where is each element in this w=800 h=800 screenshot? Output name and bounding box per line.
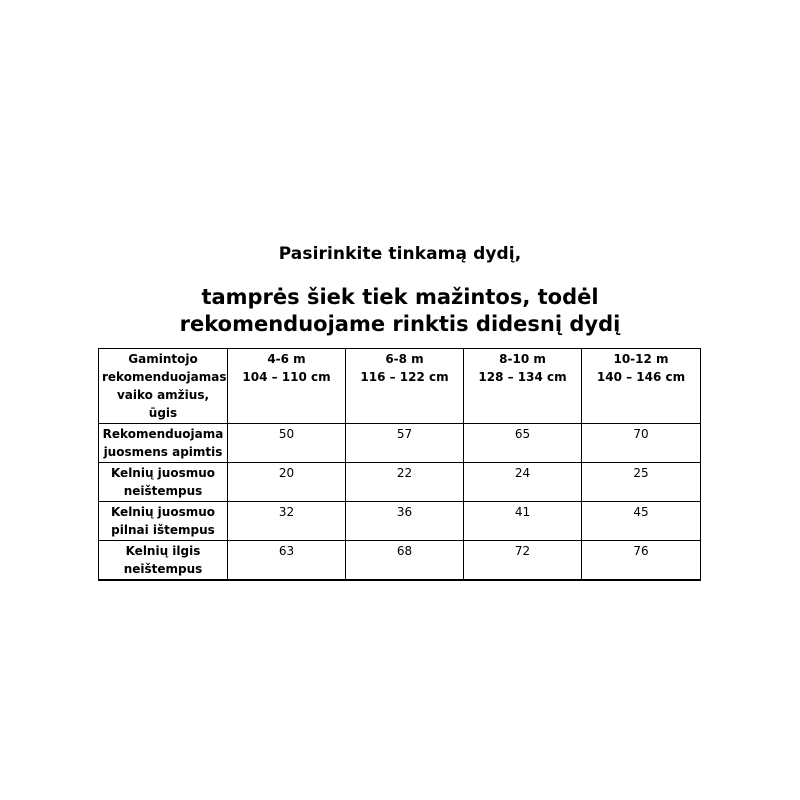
- table-header-row: [99, 349, 701, 424]
- column-height: 128 – 134 cm: [478, 370, 567, 384]
- row-label-line: juosmens apimtis: [103, 445, 223, 459]
- table-cell: 76: [582, 541, 701, 581]
- column-age: 10-12 m: [613, 352, 669, 366]
- row-label: [99, 463, 228, 502]
- table-cell: 65: [464, 424, 582, 463]
- column-header-10-12: [582, 349, 701, 424]
- table-row: [99, 502, 701, 541]
- corner-header-line: vaiko amžius, ūgis: [116, 388, 210, 420]
- headline-line-1: tamprės šiek tiek mažintos, todėl: [201, 285, 599, 309]
- table-cell: 36: [346, 502, 464, 541]
- row-label-line: Kelnių juosmuo: [110, 505, 216, 519]
- table-cell: 20: [228, 463, 346, 502]
- row-label-line: pilnai ištempus: [111, 523, 215, 537]
- column-header-8-10: [464, 349, 582, 424]
- row-label-line: Kelnių juosmuo: [110, 466, 216, 480]
- size-headline: [0, 284, 800, 338]
- size-chart-table: [98, 348, 701, 581]
- table-cell: 25: [582, 463, 701, 502]
- row-label: [99, 541, 228, 581]
- row-label-line: neištempus: [123, 484, 203, 498]
- table-row: [99, 541, 701, 581]
- table-cell: 50: [228, 424, 346, 463]
- column-height: 104 – 110 cm: [242, 370, 331, 384]
- row-label-line: neištempus: [123, 562, 203, 576]
- table-cell: 57: [346, 424, 464, 463]
- corner-header-line: Gamintojo: [128, 352, 198, 366]
- column-header-4-6: [228, 349, 346, 424]
- column-age: 8-10 m: [499, 352, 546, 366]
- row-label: [99, 502, 228, 541]
- corner-header-cell: [99, 349, 228, 424]
- table-cell: 72: [464, 541, 582, 581]
- table-cell: 70: [582, 424, 701, 463]
- corner-header-line: rekomenduojamas: [102, 370, 227, 384]
- table-cell: 24: [464, 463, 582, 502]
- table-cell: 68: [346, 541, 464, 581]
- table-cell: 63: [228, 541, 346, 581]
- table-cell: 32: [228, 502, 346, 541]
- headline-line-2: rekomenduojame rinktis didesnį dydį: [179, 312, 621, 336]
- row-label-line: Kelnių ilgis: [125, 544, 201, 558]
- table-row: [99, 424, 701, 463]
- row-label-line: Rekomenduojama: [102, 427, 224, 441]
- table-cell: 41: [464, 502, 582, 541]
- table-row: [99, 463, 701, 502]
- column-age: 4-6 m: [267, 352, 306, 366]
- column-header-6-8: [346, 349, 464, 424]
- table-cell: 45: [582, 502, 701, 541]
- table-cell: 22: [346, 463, 464, 502]
- column-height: 140 – 146 cm: [596, 370, 686, 384]
- column-age: 6-8 m: [385, 352, 424, 366]
- size-subtitle: Pasirinkite tinkamą dydį,: [278, 244, 522, 264]
- column-height: 116 – 122 cm: [360, 370, 449, 384]
- row-label: [99, 424, 228, 463]
